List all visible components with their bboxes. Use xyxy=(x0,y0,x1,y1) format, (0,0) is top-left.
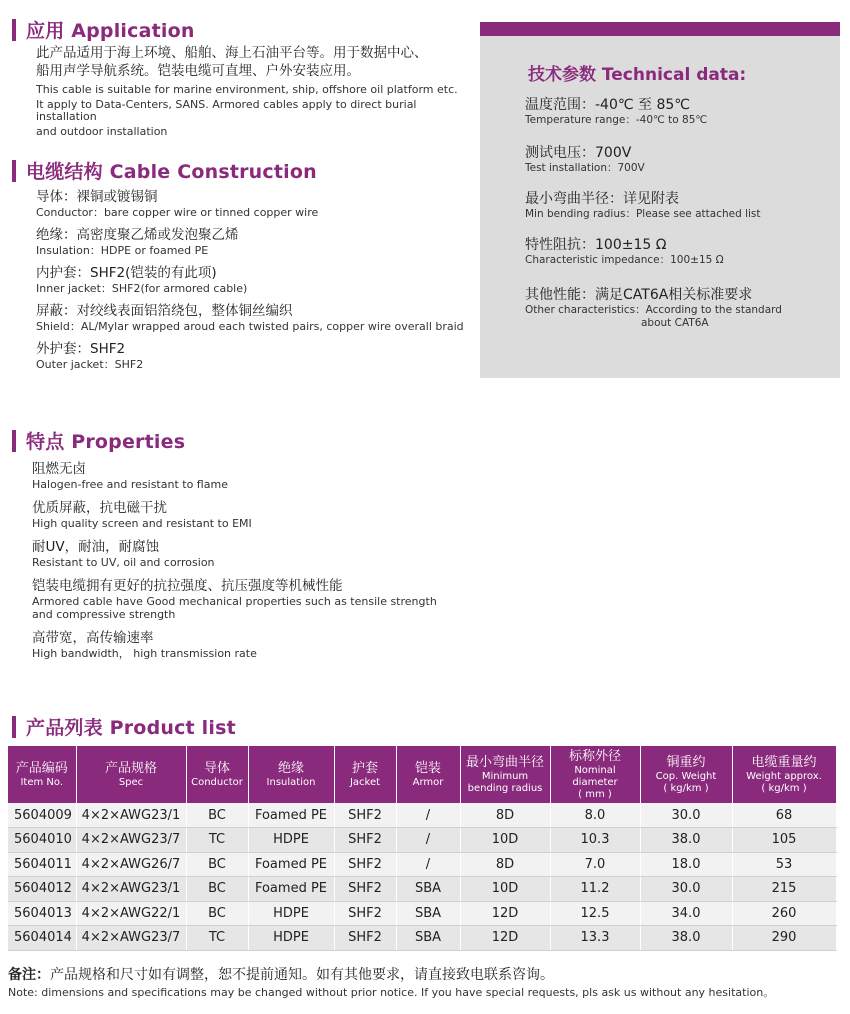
column-header: 绝缘 Insulation xyxy=(248,746,334,803)
technical-item-cn: 特性阻抗：100±15 Ω xyxy=(525,237,667,253)
note-cn xyxy=(8,964,554,984)
table-cell: 5604010 xyxy=(8,828,76,853)
table-row xyxy=(8,926,836,951)
table-cell: 10D xyxy=(460,877,550,902)
table-cell: 12D xyxy=(460,901,550,926)
technical-item-cn: 温度范围：-40℃ 至 85℃ xyxy=(525,97,691,113)
technical-item-cn: 其他性能：满足CAT6A相关标准要求 xyxy=(525,287,753,303)
application-en-line-1: This cable is suitable for marine environment, ship, offshore oil platform etc. xyxy=(36,83,458,96)
construction-item xyxy=(36,340,476,371)
construction-item-en: Shield：AL/Mylar wrapped aroud each twisted pairs, copper wire overall braid xyxy=(36,320,464,333)
column-header: 电缆重量约 Weight approx. ( kg/km ) xyxy=(732,746,836,803)
table-cell: BC xyxy=(186,852,248,877)
properties-list xyxy=(32,460,462,668)
table-cell: / xyxy=(396,828,460,853)
construction-item-cn: 绝缘：高密度聚乙烯或发泡聚乙烯 xyxy=(36,227,239,243)
property-item-cn: 铠装电缆拥有更好的抗拉强度、抗压强度等机械性能 xyxy=(32,578,343,594)
column-header: 铠装 Armor xyxy=(396,746,460,803)
table-cell: SHF2 xyxy=(334,852,396,877)
table-cell: BC xyxy=(186,803,248,828)
technical-item xyxy=(525,286,782,330)
technical-item-en: Min bending radius：Please see attached list xyxy=(525,208,761,220)
construction-item xyxy=(36,264,476,295)
table-cell: Foamed PE xyxy=(248,803,334,828)
property-item-cn: 高带宽，高传输速率 xyxy=(32,630,154,646)
table-cell: Foamed PE xyxy=(248,852,334,877)
construction-item xyxy=(36,226,476,257)
table-cell: 4×2×AWG23/1 xyxy=(76,877,186,902)
column-header: 产品规格 Spec xyxy=(76,746,186,803)
construction-heading-text: 电缆结构 Cable Construction xyxy=(26,161,317,183)
table-cell: 7.0 xyxy=(550,852,640,877)
table-cell: SBA xyxy=(396,877,460,902)
table-cell: HDPE xyxy=(248,828,334,853)
table-cell: 4×2×AWG22/1 xyxy=(76,901,186,926)
application-heading xyxy=(12,16,195,43)
table-row xyxy=(8,901,836,926)
technical-panel-strip xyxy=(480,22,840,36)
property-item xyxy=(32,629,462,660)
technical-item xyxy=(525,190,761,221)
table-cell: 13.3 xyxy=(550,926,640,951)
section-bar-icon xyxy=(12,430,16,452)
construction-item-en: Outer jacket：SHF2 xyxy=(36,358,144,371)
property-item-cn: 耐UV，耐油，耐腐蚀 xyxy=(32,539,160,555)
table-cell: 260 xyxy=(732,901,836,926)
table-cell: 53 xyxy=(732,852,836,877)
properties-heading xyxy=(12,427,185,454)
construction-item-cn: 外护套：SHF2 xyxy=(36,341,126,357)
table-row xyxy=(8,852,836,877)
construction-item-cn: 内护套：SHF2(铠装的有此项) xyxy=(36,265,217,281)
table-cell: 12.5 xyxy=(550,901,640,926)
table-cell: 5604009 xyxy=(8,803,76,828)
table-cell: SHF2 xyxy=(334,828,396,853)
property-item-cn: 优质屏蔽，抗电磁干扰 xyxy=(32,500,167,516)
table-cell: Foamed PE xyxy=(248,877,334,902)
table-cell: 12D xyxy=(460,926,550,951)
table-cell: 215 xyxy=(732,877,836,902)
application-en-line-3: and outdoor installation xyxy=(36,124,168,138)
table-cell: 5604011 xyxy=(8,852,76,877)
note-en: Note: dimensions and specifications may be changed without prior notice. If you have special requests, pls ask us without any hesitation。 xyxy=(8,986,775,999)
table-cell: / xyxy=(396,803,460,828)
table-cell: SHF2 xyxy=(334,803,396,828)
technical-item xyxy=(525,144,645,175)
table-cell: 34.0 xyxy=(640,901,732,926)
construction-item-cn: 导体：裸铜或镀锡铜 xyxy=(36,189,158,205)
property-item-en: Armored cable have Good mechanical properties such as tensile strength xyxy=(32,595,437,608)
technical-item-en-2: about CAT6A xyxy=(641,317,709,329)
property-item-en: Resistant to UV, oil and corrosion xyxy=(32,556,215,569)
technical-item xyxy=(525,96,707,127)
table-cell: 18.0 xyxy=(640,852,732,877)
property-item xyxy=(32,460,462,491)
construction-item-cn: 屏蔽：对绞线表面铝箔绕包，整体铜丝编织 xyxy=(36,303,293,319)
table-cell: 8D xyxy=(460,803,550,828)
technical-heading: 技术参数 Technical data: xyxy=(528,65,747,85)
table-cell: 290 xyxy=(732,926,836,951)
table-cell: 5604014 xyxy=(8,926,76,951)
product-table xyxy=(8,746,837,951)
table-cell: 4×2×AWG26/7 xyxy=(76,852,186,877)
column-header: 铜重约 Cop. Weight ( kg/km ) xyxy=(640,746,732,803)
table-cell: SBA xyxy=(396,926,460,951)
construction-list xyxy=(36,188,476,378)
table-header-row xyxy=(8,746,836,803)
section-bar-icon xyxy=(12,716,16,738)
table-cell: 4×2×AWG23/7 xyxy=(76,828,186,853)
product-list-heading-text: 产品列表 Product list xyxy=(26,717,236,739)
property-item xyxy=(32,538,462,569)
table-cell: TC xyxy=(186,828,248,853)
table-cell: TC xyxy=(186,926,248,951)
table-cell: BC xyxy=(186,901,248,926)
table-row xyxy=(8,803,836,828)
table-cell: 8.0 xyxy=(550,803,640,828)
note-label: 备注： xyxy=(8,967,50,983)
technical-panel xyxy=(480,22,840,378)
table-cell: 4×2×AWG23/1 xyxy=(76,803,186,828)
property-item xyxy=(32,499,462,530)
application-cn-line-1: 此产品适用于海上环境、船舶、海上石油平台等。用于数据中心、 xyxy=(36,45,428,61)
application-cn-line-2: 船用声学导航系统。铠装电缆可直埋、户外安装应用。 xyxy=(36,63,360,79)
application-heading-text: 应用 Application xyxy=(26,20,195,42)
properties-heading-text: 特点 Properties xyxy=(26,431,186,453)
construction-heading xyxy=(12,157,317,184)
technical-item-en: Other characteristics：According to the standard xyxy=(525,304,782,316)
column-header: 导体 Conductor xyxy=(186,746,248,803)
technical-item-cn: 最小弯曲半径：详见附表 xyxy=(525,191,679,207)
table-cell: 30.0 xyxy=(640,877,732,902)
property-item-en: High bandwidth， high transmission rate xyxy=(32,647,257,660)
product-list-heading xyxy=(12,713,236,740)
application-body xyxy=(36,44,476,138)
construction-item xyxy=(36,302,476,333)
table-cell: SHF2 xyxy=(334,901,396,926)
technical-item-en: Test installation：700V xyxy=(525,162,645,174)
table-cell: 38.0 xyxy=(640,926,732,951)
column-header: 产品编码 Item No. xyxy=(8,746,76,803)
property-item-cn: 阻燃无卤 xyxy=(32,461,86,477)
property-item xyxy=(32,577,462,621)
technical-item-en: Temperature range：-40℃ to 85℃ xyxy=(525,114,708,126)
construction-item-en: Conductor：bare copper wire or tinned copper wire xyxy=(36,206,319,219)
table-cell: 11.2 xyxy=(550,877,640,902)
technical-item-cn: 测试电压：700V xyxy=(525,145,632,161)
section-bar-icon xyxy=(12,19,16,41)
table-cell: 105 xyxy=(732,828,836,853)
table-row xyxy=(8,828,836,853)
table-cell: 5604012 xyxy=(8,877,76,902)
property-item-en-2: and compressive strength xyxy=(32,608,176,621)
table-cell: 4×2×AWG23/7 xyxy=(76,926,186,951)
table-cell: SBA xyxy=(396,901,460,926)
table-cell: 10.3 xyxy=(550,828,640,853)
table-cell: 38.0 xyxy=(640,828,732,853)
table-cell: SHF2 xyxy=(334,877,396,902)
section-bar-icon xyxy=(12,160,16,182)
table-row xyxy=(8,877,836,902)
table-cell: 68 xyxy=(732,803,836,828)
technical-item-en: Characteristic impedance：100±15 Ω xyxy=(525,254,724,266)
construction-item-en: Inner jacket：SHF2(for armored cable) xyxy=(36,282,248,295)
column-header: 标称外径 Nominal diameter ( mm ) xyxy=(550,746,640,803)
table-cell: 5604013 xyxy=(8,901,76,926)
table-cell: 8D xyxy=(460,852,550,877)
table-cell: SHF2 xyxy=(334,926,396,951)
construction-item xyxy=(36,188,476,219)
column-header: 护套 Jacket xyxy=(334,746,396,803)
column-header: 最小弯曲半径 Minimum bending radius xyxy=(460,746,550,803)
property-item-en: Halogen-free and resistant to flame xyxy=(32,478,228,491)
construction-item-en: Insulation：HDPE or foamed PE xyxy=(36,244,209,257)
table-cell: HDPE xyxy=(248,926,334,951)
table-cell: BC xyxy=(186,877,248,902)
table-cell: 30.0 xyxy=(640,803,732,828)
table-cell: 10D xyxy=(460,828,550,853)
note-cn-text: 产品规格和尺寸如有调整，恕不提前通知。如有其他要求，请直接致电联系咨询。 xyxy=(50,967,554,983)
technical-item xyxy=(525,236,724,267)
application-en-line-2: It apply to Data-Centers, SANS. Armored cables apply to direct burial installation xyxy=(36,97,417,123)
product-table-body xyxy=(8,803,836,950)
table-cell: HDPE xyxy=(248,901,334,926)
table-cell: / xyxy=(396,852,460,877)
property-item-en: High quality screen and resistant to EMI xyxy=(32,517,252,530)
